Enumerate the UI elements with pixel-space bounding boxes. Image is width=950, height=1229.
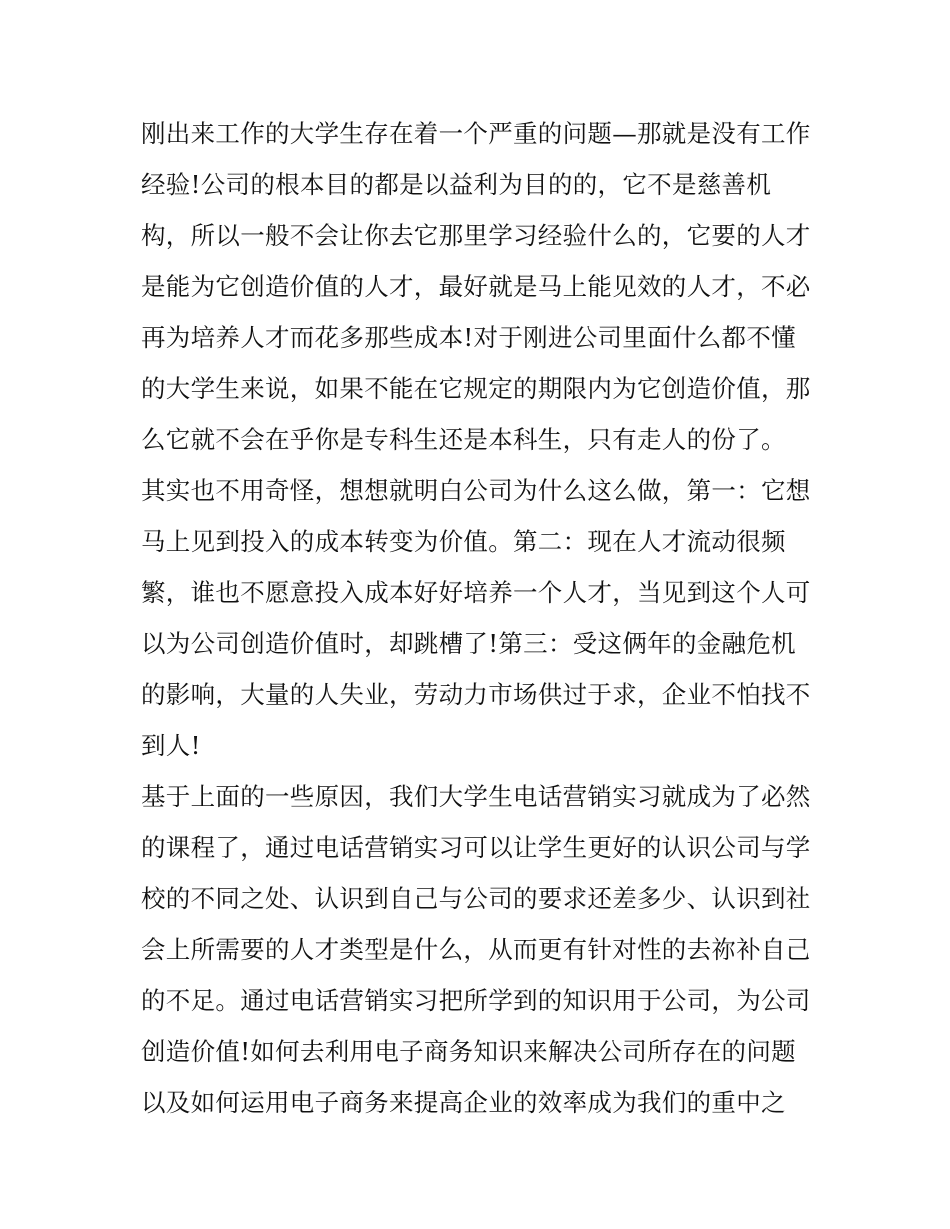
body-text bbox=[141, 108, 821, 1128]
text-line: 繁，谁也不愿意投入成本好好培养一个人才，当见到这个人可 bbox=[141, 578, 811, 607]
text-line: 校的不同之处、认识到自己与公司的要求还差多少、认识到社 bbox=[141, 884, 811, 913]
text-line: 是能为它创造价值的人才，最好就是马上能见效的人才，不必 bbox=[141, 272, 811, 301]
text-line: 构，所以一般不会让你去它那里学习经验什么的，它要的人才 bbox=[141, 221, 811, 250]
text-line: 经验!公司的根本目的都是以益利为目的的，它不是慈善机 bbox=[141, 170, 772, 199]
text-line: 马上见到投入的成本转变为价值。第二：现在人才流动很频 bbox=[141, 527, 786, 556]
text-line: 创造价值!如何去利用电子商务知识来解决公司所存在的问题 bbox=[141, 1037, 796, 1066]
text-line: 的影响，大量的人失业，劳动力市场供过于求，企业不怕找不 bbox=[141, 680, 811, 709]
text-line: 其实也不用奇怪，想想就明白公司为什么这么做，第一：它想 bbox=[141, 476, 811, 505]
text-line: 的大学生来说，如果不能在它规定的期限内为它创造价值，那 bbox=[141, 374, 811, 403]
text-line: 的不足。通过电话营销实习把所学到的知识用于公司，为公司 bbox=[141, 986, 811, 1015]
text-line: 会上所需要的人才类型是什么，从而更有针对性的去祢补自己 bbox=[141, 935, 811, 964]
text-line: 再为培养人才而花多那些成本!对于刚进公司里面什么都不懂 bbox=[141, 323, 796, 352]
text-line: 的课程了，通过电话营销实习可以让学生更好的认识公司与学 bbox=[141, 833, 811, 862]
text-line: 么它就不会在乎你是专科生还是本科生，只有走人的份了。 bbox=[141, 425, 786, 454]
text-line: 基于上面的一些原因，我们大学生电话营销实习就成为了必然 bbox=[141, 782, 811, 811]
text-line: 以为公司创造价值时，却跳槽了!第三：受这俩年的金融危机 bbox=[141, 629, 796, 658]
text-line: 到人! bbox=[141, 731, 201, 760]
text-line: 以及如何运用电子商务来提高企业的效率成为我们的重中之 bbox=[141, 1088, 786, 1117]
text-line: 刚出来工作的大学生存在着一个严重的问题—那就是没有工作 bbox=[141, 119, 811, 148]
